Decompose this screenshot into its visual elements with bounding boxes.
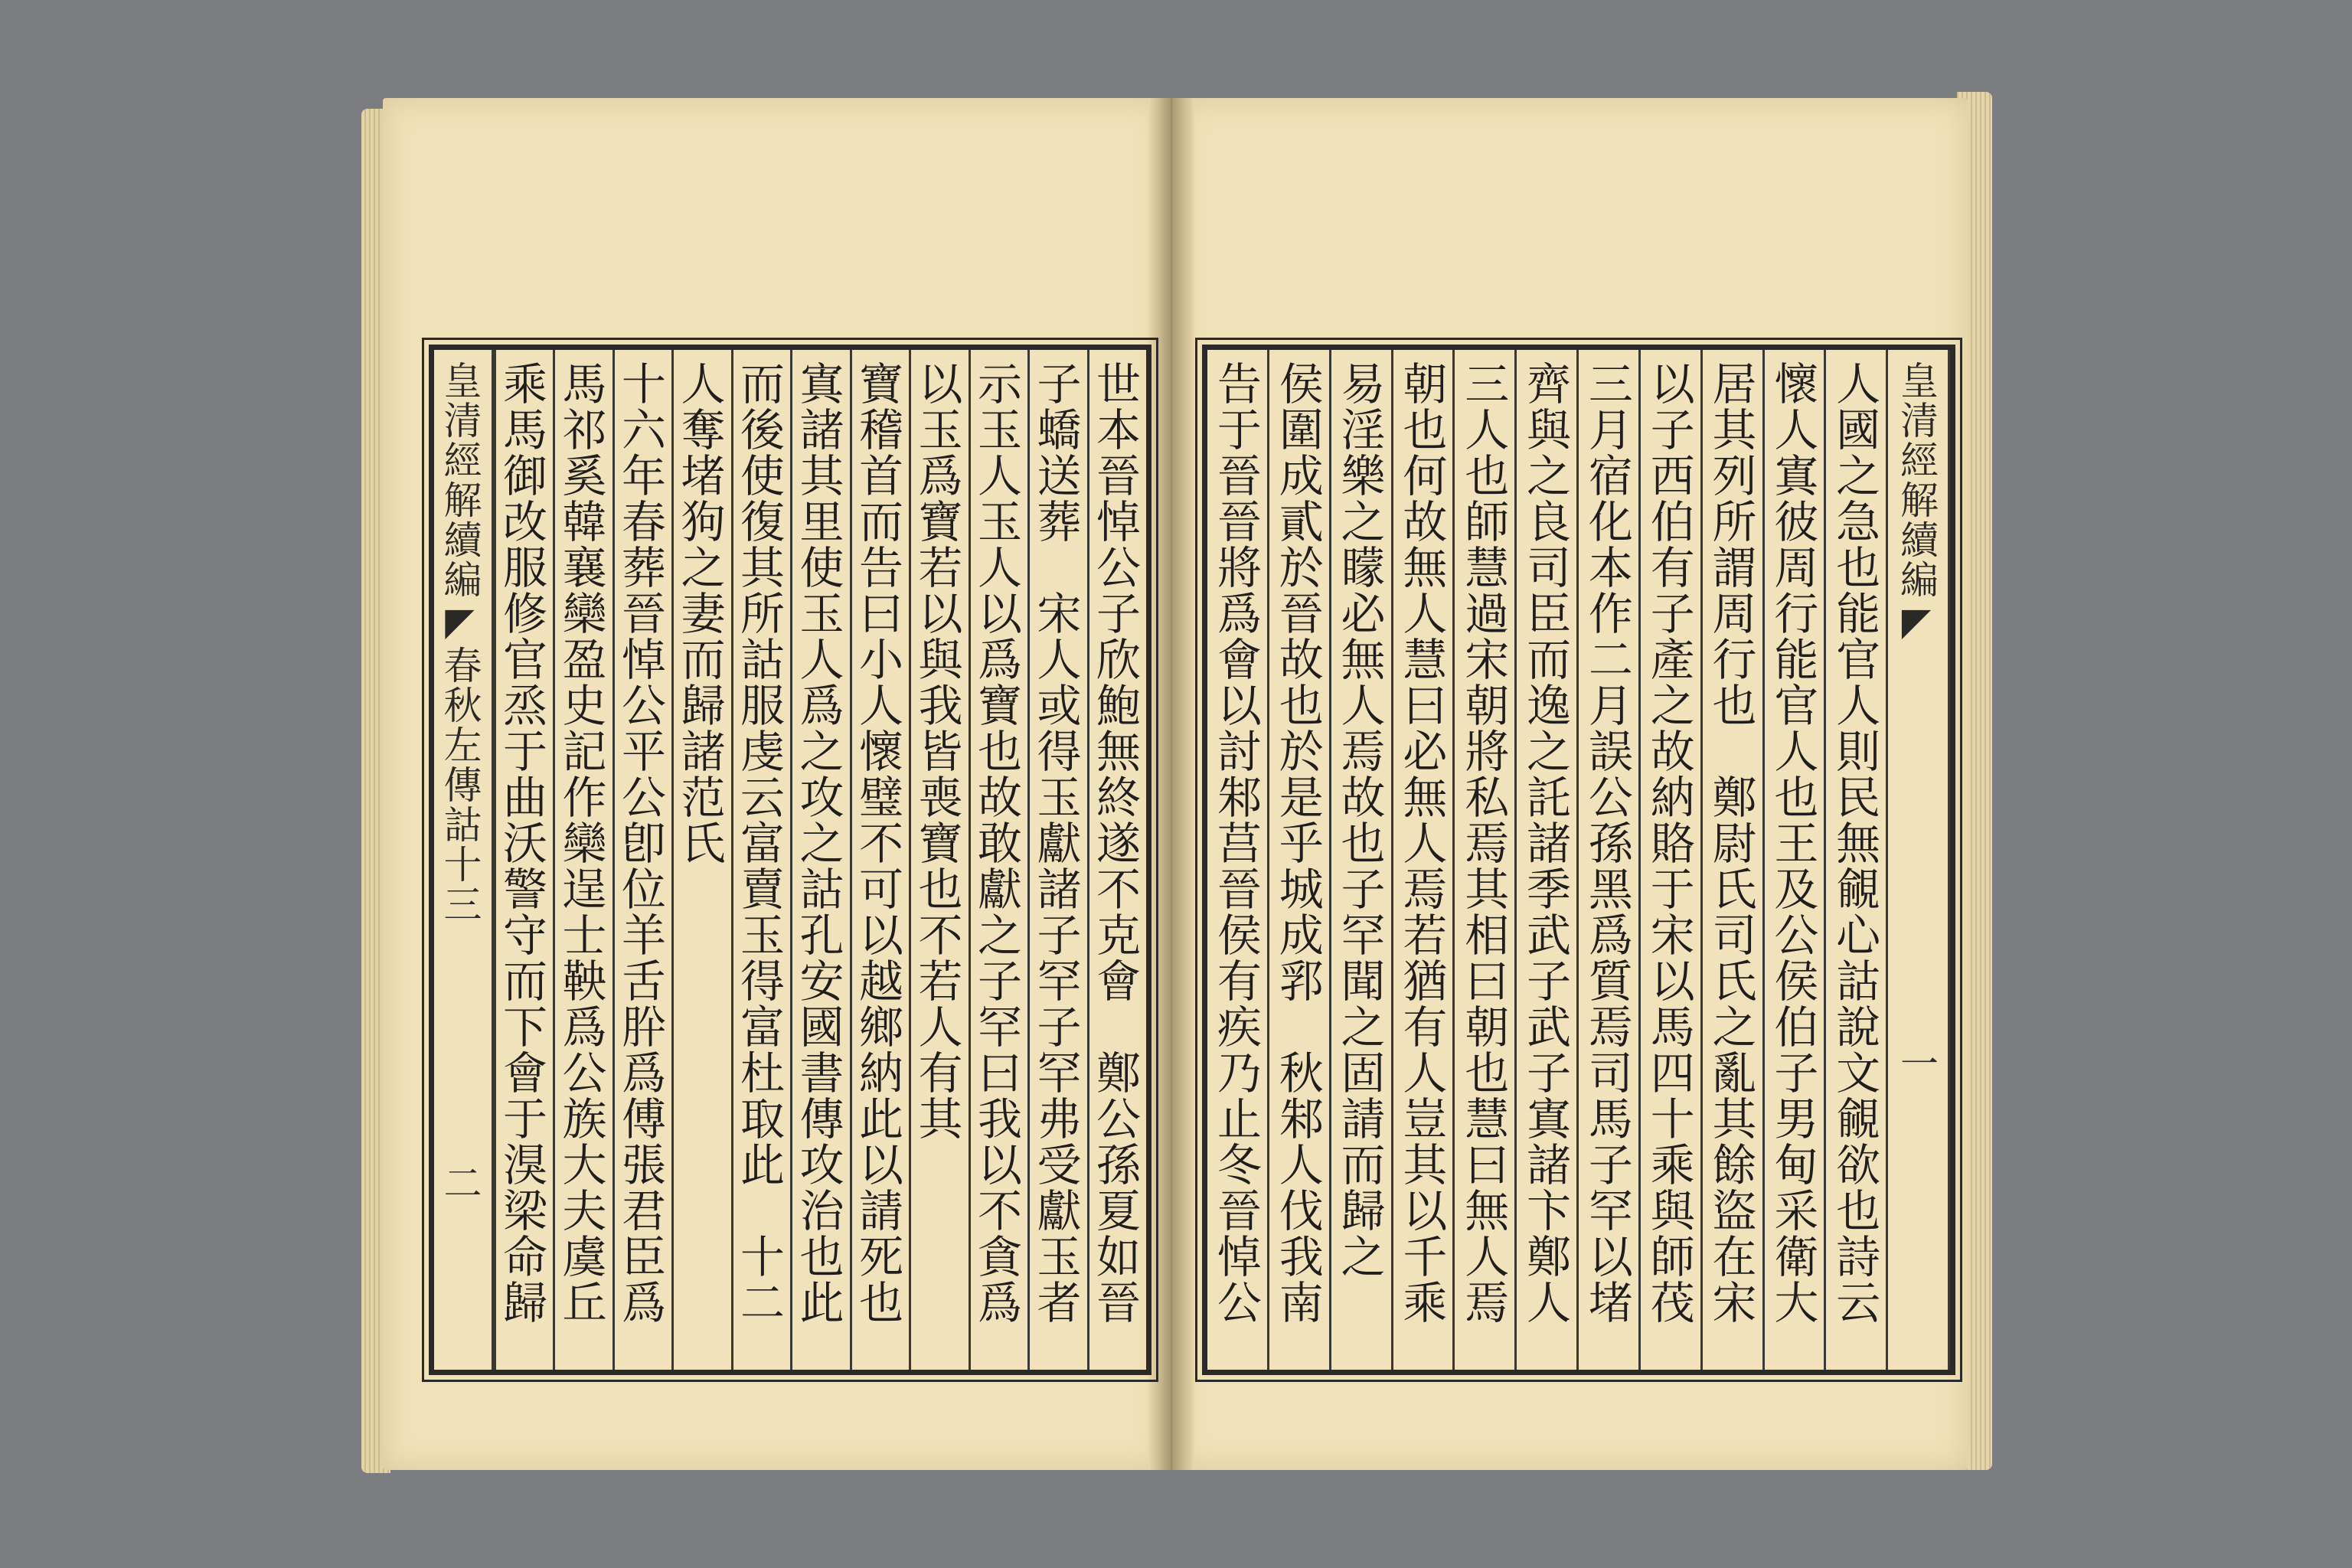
left-margin-section: 春秋左傳詁十三 xyxy=(437,645,482,924)
right-column-1: 人國之急也能官人則民無覦心詁說文覦欲也詩云 xyxy=(1824,350,1886,1370)
left-column-7: 而後使復其所詁服虔云富賣玉得富杜取此 十二 xyxy=(731,350,791,1370)
right-column-7: 三人也師慧過宋朝將私焉其相曰朝也慧曰無人焉 xyxy=(1452,350,1514,1370)
left-text-frame xyxy=(429,345,1152,1375)
left-column-3: 示玉人玉人以爲寶也故敢獻之子罕曰我以不貪爲 xyxy=(969,350,1028,1370)
right-column-6: 齊與之良司臣而逸之託諸季武子武子寘諸卞鄭人 xyxy=(1514,350,1576,1370)
left-column-2: 子蟜送葬 宋人或得玉獻諸子罕子罕弗受獻玉者 xyxy=(1027,350,1087,1370)
left-column-4: 以玉爲寶若以與我皆喪寶也不若人有其 xyxy=(909,350,969,1370)
left-column-8: 人奪堵狗之妻而歸諸范氏 xyxy=(671,350,731,1370)
left-column-5: 寶稽首而告曰小人懷璧不可以越鄉納此以請死也 xyxy=(850,350,910,1370)
left-margin-column xyxy=(434,350,494,1370)
left-column-11: 乘馬御改服修官烝于曲沃警守而下會于湨梁命歸 xyxy=(494,350,554,1370)
fish-tail-mark-icon: ◤ xyxy=(437,599,482,645)
right-column-4: 以子西伯有子產之故納賂于宋以馬四十乘與師茷 xyxy=(1638,350,1700,1370)
left-column-6: 寘諸其里使玉人爲之攻之詁孔安國書傳攻治也此 xyxy=(790,350,850,1370)
left-column-10: 馬祁奚韓襄欒盈史記作欒逞士鞅爲公族大夫虞丘 xyxy=(553,350,612,1370)
right-column-9: 易淫樂之矇必無人焉故也子罕聞之固請而歸之 xyxy=(1329,350,1391,1370)
left-margin-title: 皇清經解續編 xyxy=(437,361,482,599)
right-column-5: 三月宿化本作二月誤公孫黑爲質焉司馬子罕以堵 xyxy=(1576,350,1638,1370)
right-column-10: 侯圍成貳於晉故也於是乎城成郛 秋邾人伐我南 xyxy=(1267,350,1329,1370)
left-folio-number: 二 xyxy=(437,1163,482,1203)
left-column-1: 世本晉悼公子欣鮑無終遂不克會 鄭公孫夏如晉 xyxy=(1087,350,1147,1370)
right-column-8: 朝也何故無人慧曰必無人焉若猶有人豈其以千乘 xyxy=(1391,350,1453,1370)
right-text-frame xyxy=(1202,345,1955,1375)
right-column-3: 居其列所謂周行也 鄭尉氏司氏之亂其餘盜在宋 xyxy=(1700,350,1762,1370)
right-folio-number: 一 xyxy=(1894,1044,1939,1083)
right-margin-column xyxy=(1886,350,1950,1370)
fish-tail-mark-icon: ◤ xyxy=(1894,599,1939,645)
book-gutter xyxy=(1148,98,1194,1470)
right-column-11: 告于晉晉將爲會以討邾莒晉侯有疾乃止冬晉悼公 xyxy=(1209,361,1262,1325)
left-column-9: 十六年春葬晉悼公平公卽位羊舌肸爲傅張君臣爲 xyxy=(612,350,672,1370)
right-margin-title: 皇清經解續編 xyxy=(1894,361,1939,599)
right-column-2: 懷人寘彼周行能官人也王及公侯伯子男甸采衛大 xyxy=(1762,350,1824,1370)
